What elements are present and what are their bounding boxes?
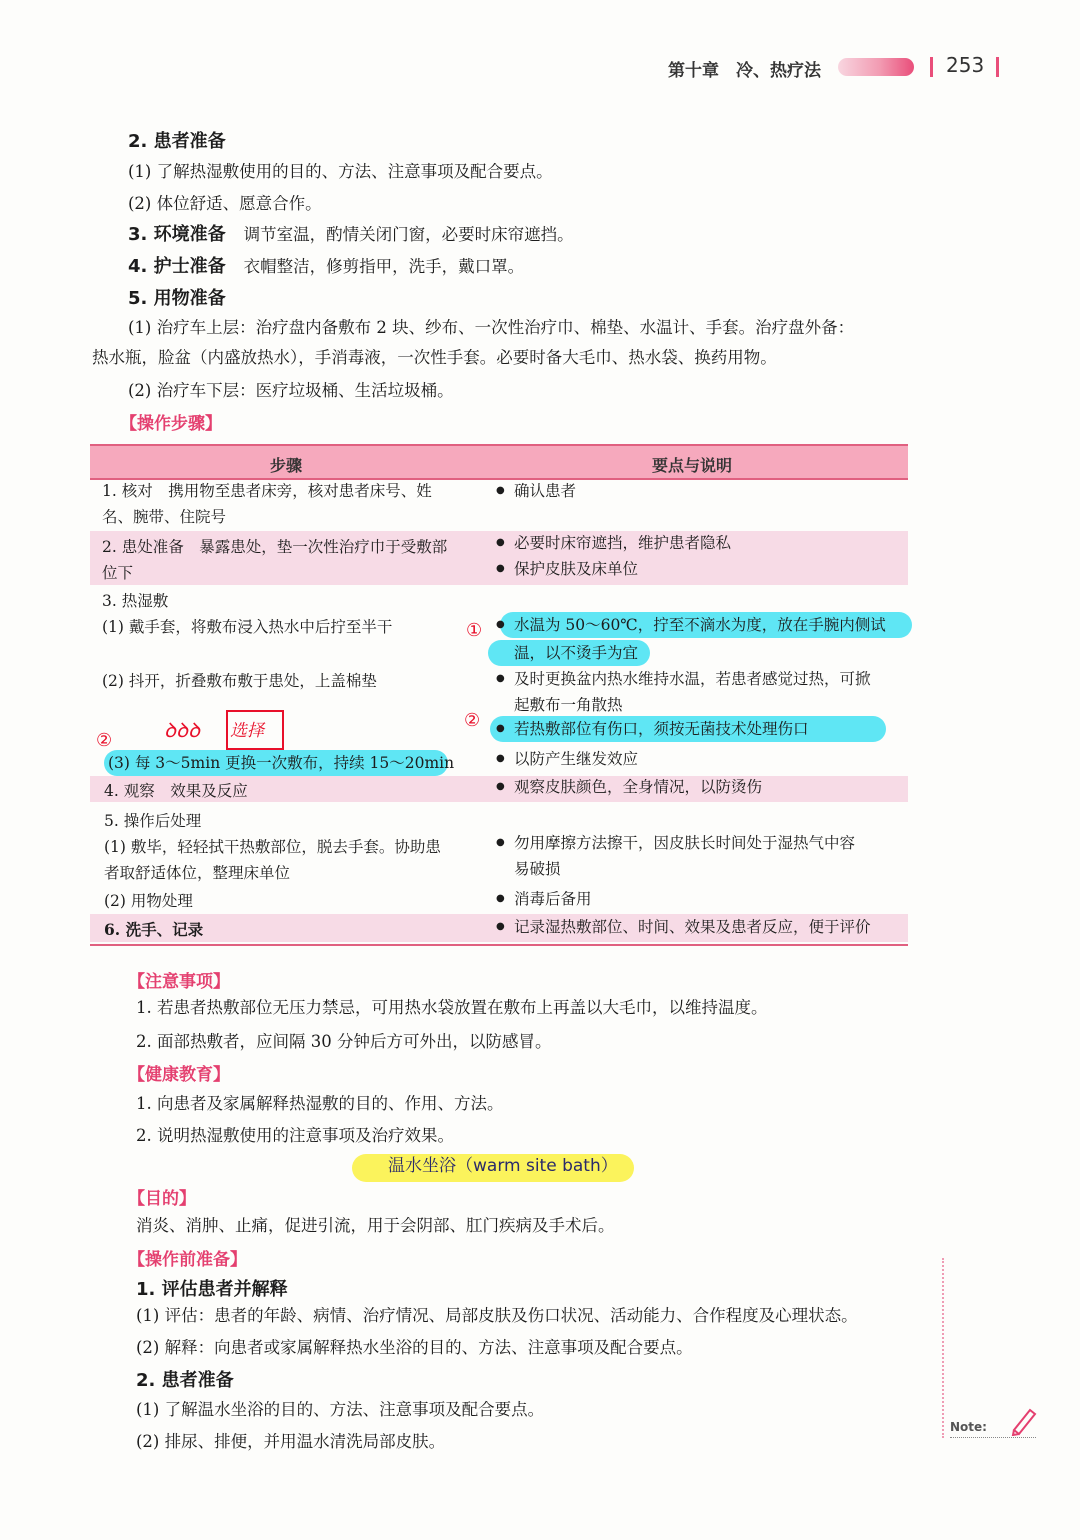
handwritten-mark: ① xyxy=(466,620,483,641)
heading-text: 调节室温，酌情关闭门窗，必要时床帘遮挡。 xyxy=(243,225,574,244)
paragraph: (1) 了解温水坐浴的目的、方法、注意事项及配合要点。 xyxy=(136,1400,545,1419)
paragraph: 1. 若患者热敷部位无压力禁忌，可用热水袋放置在敷布上再盖以大毛巾，以维持温度。 xyxy=(136,998,768,1017)
table-cell: ● 观察皮肤颜色，全身情况，以防烫伤 xyxy=(514,774,762,800)
paragraph: (2) 排尿、排便，并用温水清洗局部皮肤。 xyxy=(136,1432,446,1451)
table-cell: (2) 抖开，折叠敷布敷于患处，上盖棉垫 xyxy=(102,672,377,690)
heading-env-prep xyxy=(128,225,574,245)
table-cell: 4. 观察 效果及反应 xyxy=(104,782,248,800)
table-cell: (1) 戴手套，将敷布浸入热水中后拧至半干 xyxy=(102,618,393,636)
section-title-notes: 【注意事项】 xyxy=(128,972,230,992)
handwritten-mark: ② xyxy=(96,730,113,751)
note-label: Note: xyxy=(950,1420,987,1434)
paragraph: (2) 体位舒适、愿意合作。 xyxy=(128,194,322,213)
table-cell: 名、腕带、住院号 xyxy=(102,508,227,526)
pencil-icon xyxy=(1008,1404,1038,1436)
paragraph: (2) 治疗车下层：医疗垃圾桶、生活垃圾桶。 xyxy=(128,381,454,400)
table-cell: 温，以不烫手为宜 xyxy=(514,644,639,662)
paragraph: 2. 面部热敷者，应间隔 30 分钟后方可外出，以防感冒。 xyxy=(136,1032,552,1051)
header-separator-right xyxy=(996,57,999,77)
table-cell: ● 确认患者 xyxy=(514,478,576,504)
section-title-purpose: 【目的】 xyxy=(128,1189,196,1209)
table-cell: ● 以防产生继发效应 xyxy=(514,746,638,772)
heading-nurse-prep xyxy=(128,257,524,277)
column-header: 步骤 xyxy=(270,456,303,475)
paragraph: (1) 了解热湿敷使用的目的、方法、注意事项及配合要点。 xyxy=(128,162,553,181)
paragraph: 2. 说明热湿敷使用的注意事项及治疗效果。 xyxy=(136,1126,454,1145)
paragraph: 热水瓶，脸盆（内盛放热水），手消毒液，一次性手套。必要时备大毛巾、热水袋、换药用物。 xyxy=(92,348,777,367)
header-decoration-bar xyxy=(838,58,914,76)
table-cell: ● 水温为 50～60℃，拧至不滴水为度，放在手腕内侧试 xyxy=(514,612,886,638)
section-title-steps: 【操作步骤】 xyxy=(120,414,222,434)
table-cell: ● 记录湿热敷部位、时间、效果及患者反应，便于评价 xyxy=(514,914,871,940)
paragraph: 消炎、消肿、止痛，促进引流，用于会阴部、肛门疾病及手术后。 xyxy=(136,1216,615,1235)
table-cell: (3) 每 3～5min 更换一次敷布，持续 15～20min xyxy=(108,754,455,772)
table-cell: 1. 核对 携用物至患者床旁，核对患者床号、姓 xyxy=(102,482,432,500)
table-cell: 易破损 xyxy=(514,860,561,878)
heading-patient-prep: 2. 患者准备 xyxy=(128,131,226,152)
table-cell: 起敷布一角散热 xyxy=(514,696,623,714)
header-separator xyxy=(930,57,933,77)
paragraph: (2) 解释：向患者或家属解释热水坐浴的目的、方法、注意事项及配合要点。 xyxy=(136,1338,693,1357)
table-cell: 者取舒适体位，整理床单位 xyxy=(104,864,291,882)
table-cell: 2. 患处准备 暴露患处，垫一次性治疗巾于受敷部 xyxy=(102,538,448,556)
section-title-prep: 【操作前准备】 xyxy=(128,1250,247,1270)
table-cell: (1) 敷毕，轻轻拭干热敷部位，脱去手套。协助患 xyxy=(104,838,441,856)
table-cell: ● 消毒后备用 xyxy=(514,886,592,912)
column-header: 要点与说明 xyxy=(652,456,733,475)
table-cell: 3. 热湿敷 xyxy=(102,592,169,610)
section-title-health: 【健康教育】 xyxy=(128,1065,230,1085)
table-cell: 5. 操作后处理 xyxy=(104,812,202,830)
heading-patient-prep-2: 2. 患者准备 xyxy=(136,1370,234,1391)
handwritten-scribble: ꝺꝺꝺ xyxy=(164,718,200,742)
table-header xyxy=(90,444,908,480)
table-cell: ● 保护皮肤及床单位 xyxy=(514,556,638,582)
paragraph: 1. 向患者及家属解释热湿敷的目的、作用、方法。 xyxy=(136,1094,504,1113)
heading-label: 3. 环境准备 xyxy=(128,224,226,245)
heading-text: 衣帽整洁，修剪指甲，洗手，戴口罩。 xyxy=(243,257,525,276)
table-cell: ● 必要时床帘遮挡，维护患者隐私 xyxy=(514,530,731,556)
section-title-bath: 温水坐浴（warm site bath） xyxy=(388,1156,618,1176)
page-header xyxy=(0,52,1080,84)
paragraph: (1) 评估：患者的年龄、病情、治疗情况、局部皮肤及伤口状况、活动能力、合作程度及心理状态。 xyxy=(136,1306,858,1325)
handwritten-text: 选择 xyxy=(230,721,264,741)
heading-label: 4. 护士准备 xyxy=(128,256,226,277)
table-bottom-rule xyxy=(90,944,908,946)
handwritten-mark: ② xyxy=(464,710,481,731)
heading-supply-prep: 5. 用物准备 xyxy=(128,288,226,309)
table-cell: 位下 xyxy=(102,564,134,582)
note-line xyxy=(950,1437,1036,1438)
table-cell: ● 若热敷部位有伤口，须按无菌技术处理伤口 xyxy=(514,716,809,742)
table-cell: ● 及时更换盆内热水维持水温，若患者感觉过热，可掀 xyxy=(514,666,871,692)
page-number: 253 xyxy=(946,53,985,77)
chapter-title: 第十章 冷、热疗法 xyxy=(668,61,821,81)
table-cell: ● 勿用摩擦方法擦干，因皮肤长时间处于湿热气中容 xyxy=(514,830,855,856)
table-cell: 6. 洗手、记录 xyxy=(104,920,204,939)
table-cell: (2) 用物处理 xyxy=(104,892,193,910)
margin-note-border xyxy=(942,1258,946,1438)
heading-assess: 1. 评估患者并解释 xyxy=(136,1279,288,1300)
paragraph: (1) 治疗车上层：治疗盘内备敷布 2 块、纱布、一次性治疗巾、棉垫、水温计、手套。治疗盘外备： xyxy=(128,318,855,337)
